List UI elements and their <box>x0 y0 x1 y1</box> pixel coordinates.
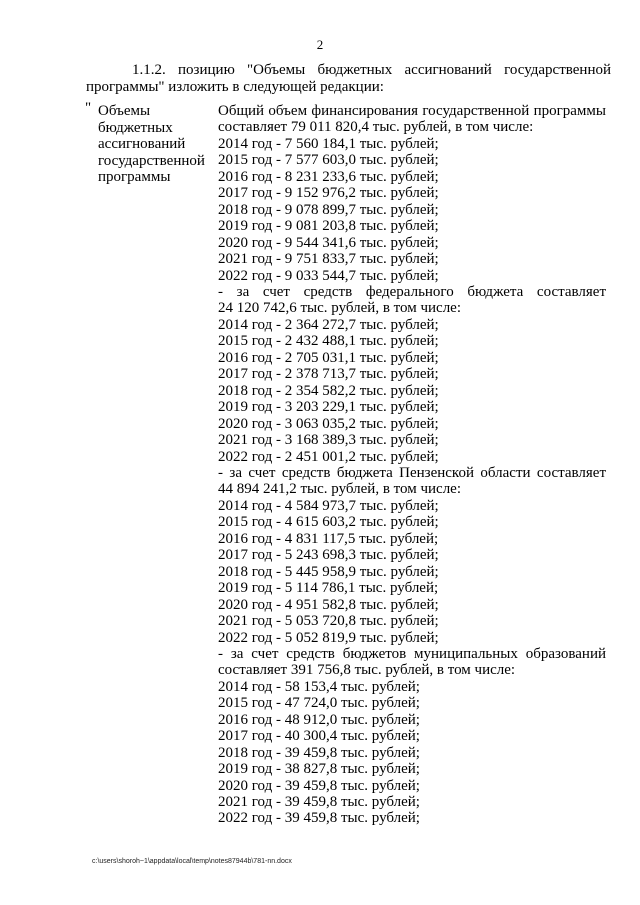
municipal-years-list <box>218 679 606 827</box>
federal-year-item: 2016 год - 2 705 031,1 тыс. рублей; <box>218 349 439 366</box>
position-title-line: государственной <box>98 152 205 169</box>
position-title-line: бюджетных <box>98 119 173 136</box>
total-year-item: 2017 год - 9 152 976,2 тыс. рублей; <box>218 185 439 202</box>
document-file-path: c:\users\shoroh~1\appdata\local\temp\notes87944b\781-nn.docx <box>92 858 292 865</box>
intro-line-2: программы" изложить в следующей редакции: <box>86 79 384 95</box>
regional-year-item: 2020 год - 4 951 582,8 тыс. рублей; <box>218 596 439 613</box>
regional-year-item: 2014 год - 4 584 973,7 тыс. рублей; <box>218 497 439 514</box>
regional-year-item: 2021 год - 5 053 720,8 тыс. рублей; <box>218 613 439 630</box>
regional-year-item: 2022 год - 5 052 819,9 тыс. рублей; <box>218 629 439 646</box>
total-year-item: 2019 год - 9 081 203,8 тыс. рублей; <box>218 218 439 235</box>
total-year-item: 2014 год - 7 560 184,1 тыс. рублей; <box>218 135 439 152</box>
position-title <box>98 103 213 186</box>
total-year-item: 2020 год - 9 544 341,6 тыс. рублей; <box>218 234 439 251</box>
regional-year-item: 2016 год - 4 831 117,5 тыс. рублей; <box>218 530 439 547</box>
regional-years-list <box>218 498 606 646</box>
regional-year-item: 2018 год - 5 445 958,9 тыс. рублей; <box>218 563 439 580</box>
total-financing-line-2: составляет 79 011 820,4 тыс. рублей, в том числе: <box>218 119 534 136</box>
municipal-year-item: 2018 год - 39 459,8 тыс. рублей; <box>218 744 420 761</box>
federal-year-item: 2017 год - 2 378 713,7 тыс. рублей; <box>218 366 439 383</box>
municipal-year-item: 2019 год - 38 827,8 тыс. рублей; <box>218 761 420 778</box>
municipal-year-item: 2016 год - 48 912,0 тыс. рублей; <box>218 711 420 728</box>
position-title-line: программы <box>98 169 171 185</box>
municipal-year-item: 2017 год - 40 300,4 тыс. рублей; <box>218 728 420 745</box>
regional-budget-line-1: - за счет средств бюджета Пензенской области составляет <box>218 464 606 481</box>
total-year-item: 2021 год - 9 751 833,7 тыс. рублей; <box>218 251 439 268</box>
total-financing-line-1: Общий объем финансирования государственной программы <box>218 103 606 119</box>
federal-year-item: 2015 год - 2 432 488,1 тыс. рублей; <box>218 333 439 350</box>
federal-year-item: 2020 год - 3 063 035,2 тыс. рублей; <box>218 415 439 432</box>
opening-quote-mark: " <box>85 100 92 116</box>
federal-year-item: 2019 год - 3 203 229,1 тыс. рублей; <box>218 399 439 416</box>
regional-year-item: 2017 год - 5 243 698,3 тыс. рублей; <box>218 547 439 564</box>
municipal-year-item: 2021 год - 39 459,8 тыс. рублей; <box>218 794 420 811</box>
total-year-item: 2022 год - 9 033 544,7 тыс. рублей; <box>218 267 439 284</box>
federal-budget-line-2: 24 120 742,6 тыс. рублей, в том числе: <box>218 300 462 317</box>
federal-budget-line-1: - за счет средств федерального бюджета составляет <box>218 283 606 300</box>
total-year-item: 2016 год - 8 231 233,6 тыс. рублей; <box>218 168 439 185</box>
municipal-year-item: 2020 год - 39 459,8 тыс. рублей; <box>218 777 420 794</box>
regional-year-item: 2019 год - 5 114 786,1 тыс. рублей; <box>218 580 439 597</box>
municipal-year-item: 2014 год - 58 153,4 тыс. рублей; <box>218 678 420 695</box>
federal-year-item: 2021 год - 3 168 389,3 тыс. рублей; <box>218 432 439 449</box>
intro-paragraph <box>86 62 611 96</box>
total-year-item: 2018 год - 9 078 899,7 тыс. рублей; <box>218 201 439 218</box>
intro-line-1: 1.1.2. позицию "Объемы бюджетных ассигнований государственной <box>132 62 611 78</box>
federal-year-item: 2018 год - 2 354 582,2 тыс. рублей; <box>218 382 439 399</box>
regional-budget-line-2: 44 894 241,2 тыс. рублей, в том числе: <box>218 481 462 498</box>
position-title-line: Объемы <box>98 103 151 119</box>
page-number: 2 <box>316 37 324 52</box>
federal-year-item: 2014 год - 2 364 272,7 тыс. рублей; <box>218 316 439 333</box>
municipal-budget-line-2: составляет 391 756,8 тыс. рублей, в том числе: <box>218 662 516 679</box>
federal-years-list <box>218 317 606 465</box>
municipal-budget-line-1: - за счет средств бюджетов муниципальных образований <box>218 645 606 662</box>
total-year-item: 2015 год - 7 577 603,0 тыс. рублей; <box>218 152 439 169</box>
municipal-year-item: 2015 год - 47 724,0 тыс. рублей; <box>218 695 420 712</box>
total-years-list <box>218 136 606 284</box>
federal-year-item: 2022 год - 2 451 001,2 тыс. рублей; <box>218 448 439 465</box>
position-title-line: ассигнований <box>98 136 186 152</box>
municipal-year-item: 2022 год - 39 459,8 тыс. рублей; <box>218 810 420 827</box>
financing-details <box>218 103 606 827</box>
regional-year-item: 2015 год - 4 615 603,2 тыс. рублей; <box>218 514 439 531</box>
